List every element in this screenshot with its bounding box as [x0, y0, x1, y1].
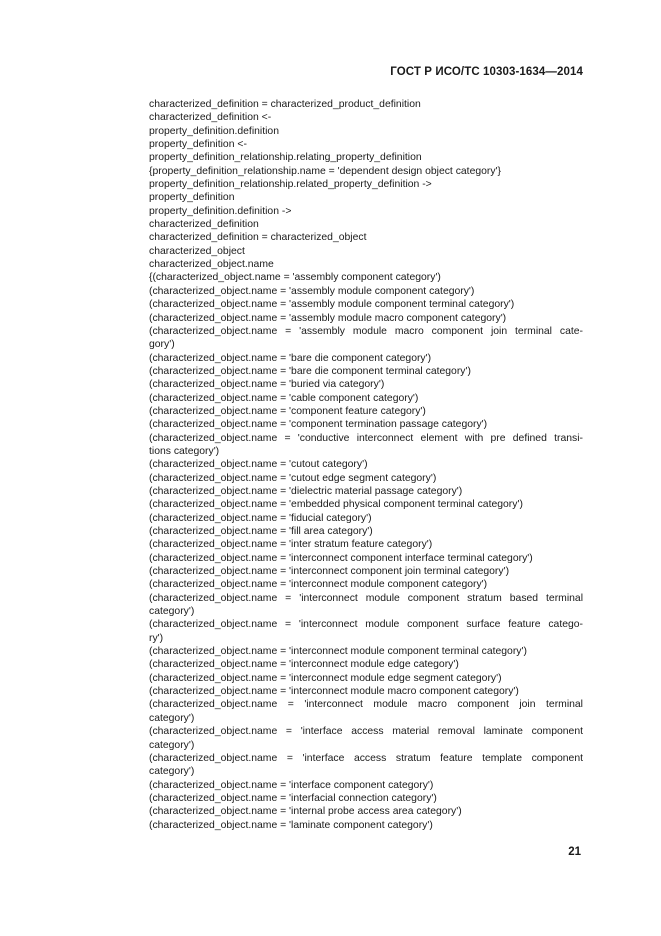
text-line: category') [149, 606, 195, 618]
text-line: characterized_definition = characterized_object [149, 232, 367, 244]
text-line: (characterized_object.name = 'cable component category') [149, 392, 419, 404]
text-line: property_definition.definition [149, 125, 279, 137]
text-line: (characterized_object.name = 'assembly module component category') [149, 285, 475, 297]
text-line: (characterized_object.name = 'interface access material removal laminate component [149, 726, 583, 738]
text-line: (characterized_object.name = 'component termination passage category') [149, 419, 488, 431]
text-line: (characterized_object.name = 'interconnect module edge category') [149, 659, 459, 671]
text-line: characterized_object [149, 245, 245, 257]
text-line: (characterized_object.name = 'buried via category') [149, 379, 385, 391]
text-line: (characterized_object.name = 'interconnect module component terminal category') [149, 646, 527, 658]
text-line: (characterized_object.name = 'internal probe access area category') [149, 806, 462, 818]
text-line: characterized_object.name [149, 259, 274, 271]
text-line: {property_definition_relationship.name = 'dependent design object category'} [149, 165, 502, 177]
text-line: (characterized_object.name = 'fiducial category') [149, 512, 372, 524]
text-line: (characterized_object.name = 'interface component category') [149, 779, 434, 791]
text-line: (characterized_object.name = 'conductive interconnect element with pre defined transi- [149, 432, 583, 444]
text-line: (characterized_object.name = 'inter stratum feature category') [149, 539, 433, 551]
text-line: (characterized_object.name = 'fill area category') [149, 526, 373, 537]
text-line: (characterized_object.name = 'interface access stratum feature template component [149, 752, 583, 764]
text-line: property_definition <- [149, 139, 247, 151]
text-line: property_definition [149, 192, 235, 204]
text-line: (characterized_object.name = 'bare die component category') [149, 352, 432, 364]
document-header-id: ГОСТ Р ИСО/ТС 10303-1634—2014 [390, 66, 583, 78]
text-line: (characterized_object.name = 'interconnect module macro component category') [149, 686, 519, 698]
text-line: {(characterized_object.name = 'assembly component category') [149, 272, 441, 284]
text-line: property_definition_relationship.related_property_definition -> [149, 179, 432, 191]
text-line: (characterized_object.name = 'component feature category') [149, 405, 426, 417]
text-line: (characterized_object.name = 'dielectric material passage category') [149, 485, 463, 497]
text-line: (characterized_object.name = 'cutout edge segment category') [149, 472, 437, 484]
text-line: (characterized_object.name = 'interconnect module edge segment category') [149, 672, 502, 684]
text-line: property_definition_relationship.relating_property_definition [149, 152, 422, 164]
page-number: 21 [568, 846, 581, 858]
text-line: (characterized_object.name = 'assembly module macro component category') [149, 312, 507, 324]
text-line: ry') [149, 632, 164, 644]
text-line: category') [149, 739, 195, 751]
text-line: category') [149, 766, 195, 778]
document-body-text [149, 98, 583, 832]
text-line: (characterized_object.name = 'interconnect component join terminal category') [149, 566, 510, 578]
text-line: (characterized_object.name = 'interconnect module component stratum based terminal [149, 592, 583, 604]
text-line: tions category') [149, 445, 220, 457]
text-line: (characterized_object.name = 'interconnect component interface terminal category') [149, 552, 533, 564]
text-line: (characterized_object.name = 'bare die component terminal category') [149, 365, 471, 377]
text-line: characterized_definition = characterized_product_definition [149, 99, 421, 110]
text-line: characterized_definition <- [149, 112, 272, 124]
text-line: (characterized_object.name = 'cutout category') [149, 459, 368, 471]
text-line: (characterized_object.name = 'interconnect module component category') [149, 579, 488, 591]
text-line: category') [149, 712, 195, 724]
text-line: (characterized_object.name = 'laminate component category') [149, 819, 433, 831]
text-line: characterized_definition [149, 219, 259, 231]
text-line: (characterized_object.name = 'assembly module macro component join terminal cate- [149, 325, 583, 337]
text-line: (characterized_object.name = 'interconnect module component surface feature catego- [149, 619, 583, 631]
text-line: (characterized_object.name = 'embedded physical component terminal category') [149, 499, 523, 511]
text-line: property_definition.definition -> [149, 205, 292, 217]
text-line: (characterized_object.name = 'interfacial connection category') [149, 792, 437, 804]
text-line: gory') [149, 339, 175, 351]
text-line: (characterized_object.name = 'interconnect module macro component join terminal [149, 699, 583, 711]
text-line: (characterized_object.name = 'assembly module component terminal category') [149, 299, 515, 311]
